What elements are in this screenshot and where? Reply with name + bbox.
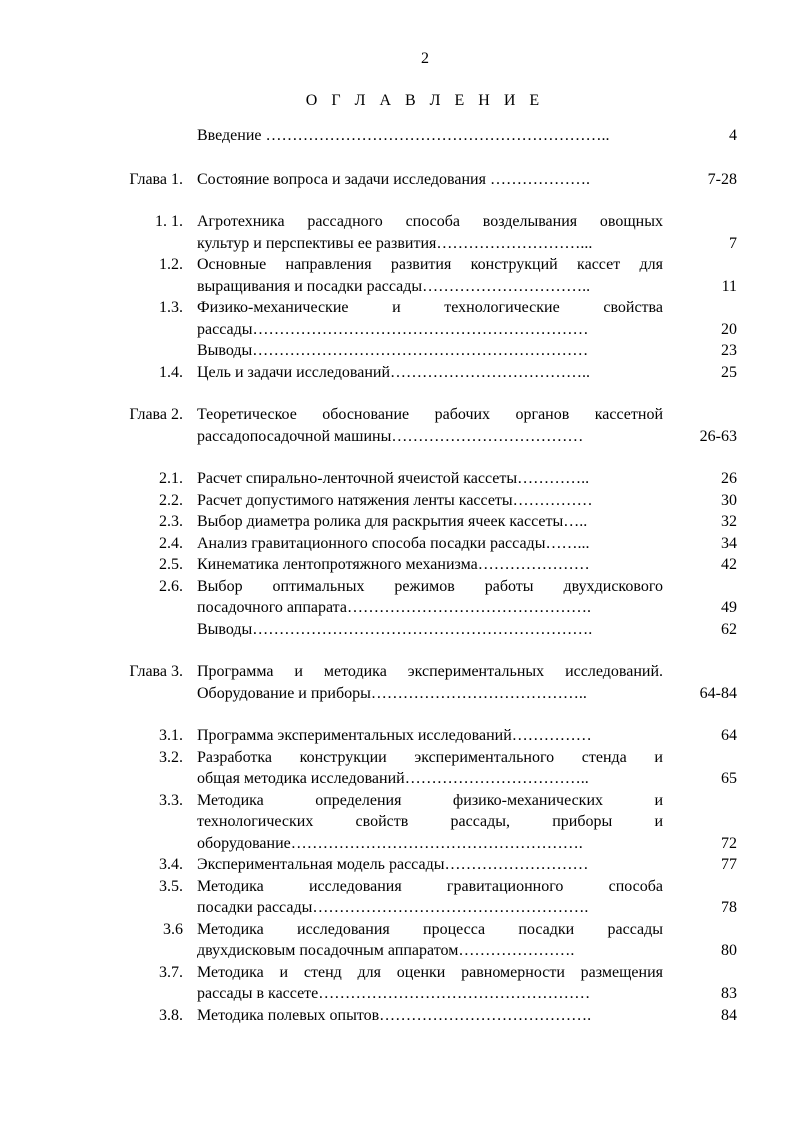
toc-entry-label: 3.5. (159, 877, 183, 895)
toc-entry-text (197, 125, 663, 147)
toc-entry-text (197, 211, 663, 254)
toc-entry-page: 4 (729, 127, 737, 144)
toc-entry-text (197, 554, 663, 576)
toc-entry-text (197, 1005, 663, 1027)
toc-entry-page: 25 (721, 363, 737, 381)
toc-entry-label: Глава 1. (129, 170, 183, 188)
toc-entry-line: Выводы………………………………………………………. (197, 620, 593, 638)
toc-entry-label: 3.4. (159, 856, 183, 873)
toc-entry-label: Глава 3. (129, 663, 183, 680)
toc-entry-page: 30 (721, 491, 737, 509)
toc-entry-text (197, 490, 663, 512)
toc-entry (0, 919, 793, 962)
toc-entry-text (197, 725, 663, 747)
toc-entry-line: Методика и стенд для оценки равномерности размещения (197, 963, 663, 981)
toc-entry (0, 169, 793, 191)
toc-entry-line: Расчет допустимого натяжения ленты кассеты…………… (197, 491, 593, 509)
toc-entry-line: двухдисковым посадочным аппаратом…………………. (197, 942, 575, 959)
toc-entry (0, 790, 793, 855)
toc-entry-line: рассадопосадочной машины……………………………… (197, 427, 584, 445)
toc-entry-text (197, 362, 663, 384)
toc-entry-text (197, 854, 663, 876)
toc-entry-line: Методика определения физико-механических и (197, 791, 663, 809)
toc-entry (0, 854, 793, 876)
toc-entry-line: Основные направления развития конструкций кассет для (197, 256, 663, 273)
toc-entry-line: Состояние вопроса и задачи исследования ………………. (197, 170, 590, 188)
toc-entry-label: 2.5. (159, 556, 183, 573)
toc-entry-text (197, 747, 663, 790)
toc-entry-text (197, 876, 663, 919)
toc-entry-page: 77 (721, 856, 737, 873)
toc-entry-line: Выводы……………………………………………………… (197, 342, 589, 359)
toc-entry-label: 3.6 (163, 920, 183, 938)
toc-entry-line: Экспериментальная модель рассады……………………… (197, 856, 589, 873)
toc-entry-page: 65 (721, 770, 737, 787)
toc-entry (0, 661, 793, 704)
toc-entry (0, 511, 793, 533)
toc-entry (0, 254, 793, 297)
toc-entry-line: рассады……………………………………………………… (197, 320, 589, 338)
toc-entry-page: 64 (721, 727, 737, 744)
toc-entry-line: Выбор оптимальных режимов работы двухдискового (197, 577, 663, 595)
toc-entry (0, 576, 793, 619)
toc-entry-line: рассады в кассете…………………………………………… (197, 985, 591, 1002)
toc-entry-page: 7-28 (707, 170, 737, 188)
toc-entry (0, 533, 793, 555)
toc-entry-text (197, 919, 663, 962)
toc-entry-line: Расчет спирально-ленточной ячеистой кассеты………….. (197, 470, 590, 487)
toc-entry (0, 725, 793, 747)
toc-entry-page: 32 (721, 513, 737, 530)
toc-entry-line: посадочного аппарата………………………………………. (197, 599, 591, 616)
toc-entry-line: культур и перспективы ее развития………………………... (197, 234, 593, 252)
toc-entry-text (197, 404, 663, 447)
toc-entry-text (197, 533, 663, 555)
toc-entry-line: Агротехника рассадного способа возделывания овощных (197, 213, 663, 230)
toc-entry (0, 362, 793, 384)
toc-entry-page: 72 (721, 834, 737, 852)
toc-entry (0, 468, 793, 490)
toc-entry-line: Выбор диаметра ролика для раскрытия ячеек кассеты….. (197, 513, 588, 530)
toc-entry-text (197, 297, 663, 340)
toc-entry-label: 3.1. (159, 727, 183, 744)
toc-entry-text (197, 962, 663, 1005)
toc-entry-text (197, 468, 663, 490)
toc-entry-line: Программа экспериментальных исследований…………… (197, 727, 592, 744)
toc-entry (0, 490, 793, 512)
toc-entry-page: 26 (721, 470, 737, 487)
toc-entry-line: выращивания и посадки рассады………………………….. (197, 277, 591, 295)
toc-entry-page: 7 (729, 234, 737, 252)
toc-entry (0, 619, 793, 641)
toc-entry (0, 1005, 793, 1027)
toc-entry (0, 404, 793, 447)
toc-entry-label: 1.2. (159, 256, 183, 273)
toc-entry-text (197, 576, 663, 619)
toc-entry-text (197, 661, 663, 704)
toc-entry-page: 42 (721, 556, 737, 573)
toc-entry-page: 64-84 (699, 684, 737, 702)
toc-entry-line: технологических свойств рассады, приборы и (197, 813, 663, 830)
toc-entry (0, 747, 793, 790)
toc-entry-label: 3.8. (159, 1006, 183, 1024)
toc-entry-line: Введение ……………………………………………………….. (197, 127, 610, 144)
page-number: 2 (421, 50, 429, 67)
page-title: О Г Л А В Л Е Н И Е (305, 92, 545, 109)
toc-entry-line: Цель и задачи исследований……………………………….. (197, 363, 591, 381)
toc-entry (0, 962, 793, 1005)
toc-entry-page: 84 (721, 1006, 737, 1024)
toc-entry-page: 26-63 (699, 427, 737, 445)
toc-entry-line: Анализ гравитационного способа посадки рассады……... (197, 534, 590, 552)
toc-entry-text (197, 169, 663, 191)
toc-entry-label: 2.4. (159, 534, 183, 552)
toc-entry-label: 1.4. (159, 363, 183, 381)
toc-entry-label: 1. 1. (155, 213, 183, 230)
toc-entry-page: 49 (721, 599, 737, 616)
toc-entry (0, 125, 793, 147)
toc-entry-line: оборудование………………………………………………. (197, 834, 583, 852)
toc-entry-line: общая методика исследований…………………………….. (197, 770, 589, 787)
toc-entry-line: Методика исследования гравитационного способа (197, 877, 663, 895)
toc-entry (0, 876, 793, 919)
toc-entry-label: 3.2. (159, 748, 183, 766)
toc-entry-line: Физико-механические и технологические свойства (197, 299, 663, 316)
toc-entry-label: 3.7. (159, 963, 183, 981)
toc-entry-text (197, 790, 663, 855)
toc-entry-page: 20 (721, 320, 737, 338)
toc-entry-label: 1.3. (159, 299, 183, 316)
toc-entry-label: 2.6. (159, 577, 183, 595)
toc-entry-label: 2.1. (159, 470, 183, 487)
toc-entry-page: 83 (721, 985, 737, 1002)
toc-entry-text (197, 619, 663, 641)
toc-entry-page: 34 (721, 534, 737, 552)
toc-entry-line: Методика исследования процесса посадки рассады (197, 920, 663, 938)
toc-entry-label: Глава 2. (129, 406, 183, 423)
toc-entry-page: 62 (721, 620, 737, 638)
toc-entry (0, 211, 793, 254)
toc-entry-page: 11 (721, 277, 737, 295)
table-of-contents (0, 125, 793, 1026)
toc-entry-label: 3.3. (159, 791, 183, 809)
toc-entry-line: Теоретическое обоснование рабочих органов кассетной (197, 406, 663, 423)
toc-entry-line: Кинематика лентопротяжного механизма………………… (197, 556, 590, 573)
toc-entry-text (197, 254, 663, 297)
toc-entry-text (197, 511, 663, 533)
toc-entry-line: Программа и методика экспериментальных исследований. (197, 663, 663, 680)
toc-entry-page: 80 (721, 942, 737, 959)
toc-entry-line: Разработка конструкции экспериментального стенда и (197, 748, 663, 766)
toc-entry (0, 340, 793, 362)
toc-entry-label: 2.2. (159, 491, 183, 509)
toc-entry-text (197, 340, 663, 362)
toc-entry-line: посадки рассады……………………………………………. (197, 899, 589, 916)
toc-entry-label: 2.3. (159, 513, 183, 530)
toc-entry-page: 78 (721, 899, 737, 916)
toc-entry-line: Методика полевых опытов…………………………………. (197, 1006, 592, 1024)
toc-entry (0, 554, 793, 576)
toc-entry (0, 297, 793, 340)
toc-entry-line: Оборудование и приборы………………………………….. (197, 684, 587, 702)
toc-entry-page: 23 (721, 342, 737, 359)
